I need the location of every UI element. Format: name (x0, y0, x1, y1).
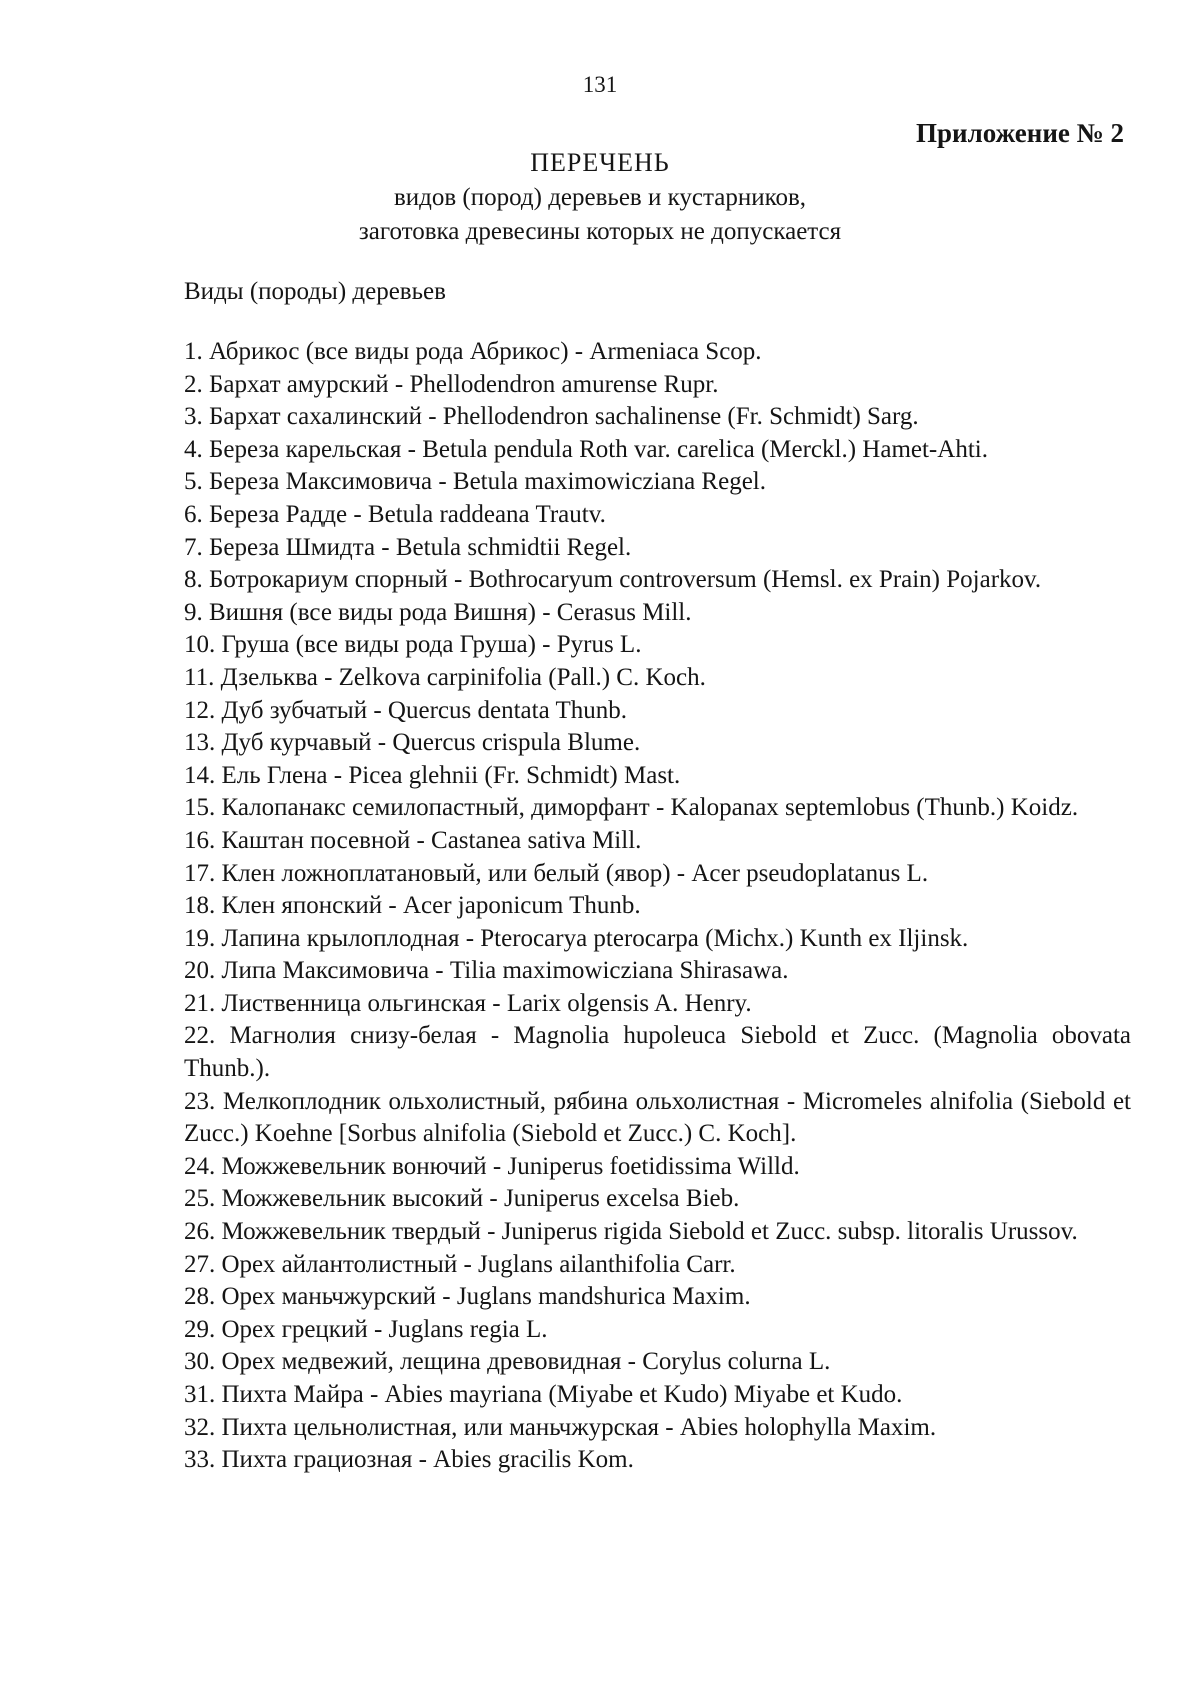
appendix-label: Приложение № 2 (916, 118, 1124, 148)
species-item: 26. Можжевельник твердый - Juniperus rigida Siebold et Zucc. subsp. litoralis Urussov. (184, 1218, 1078, 1246)
species-item: 18. Клен японский - Acer japonicum Thunb. (184, 892, 641, 920)
species-item: 25. Можжевельник высокий - Juniperus excelsa Bieb. (184, 1185, 740, 1213)
species-item: 11. Дзельква - Zelkova carpinifolia (Pall.) C. Koch. (184, 663, 706, 691)
species-item: 21. Лиственница ольгинская - Larix olgensis A. Henry. (184, 989, 752, 1017)
species-item: 28. Орех маньчжурский - Juglans mandshurica Maxim. (184, 1283, 751, 1311)
species-item: 29. Орех грецкий - Juglans regia L. (184, 1315, 548, 1343)
species-item: 31. Пихта Майра - Abies mayriana (Miyabe et Kudo) Miyabe et Kudo. (184, 1381, 903, 1408)
species-item: 6. Береза Радде - Betula raddeana Trautv. (184, 500, 606, 528)
species-item: 8. Ботрокариум спорный - Bothrocaryum controversum (Hemsl. ex Prain) Pojarkov. (184, 566, 1042, 594)
species-item: 10. Груша (все виды рода Груша) - Pyrus L. (184, 631, 642, 659)
species-item: 19. Лапина крылоплодная - Pterocarya pterocarpa (Michx.) Kunth ex Iljinsk. (184, 924, 969, 952)
species-item: 12. Дуб зубчатый - Quercus dentata Thunb. (184, 696, 627, 724)
species-item: 24. Можжевельник вонючий - Juniperus foetidissima Willd. (184, 1152, 800, 1180)
species-item: 14. Ель Глена - Picea glehnii (Fr. Schmidt) Mast. (184, 761, 681, 789)
species-item: 5. Береза Максимовича - Betula maximowicziana Regel. (184, 468, 766, 496)
species-item: 13. Дуб курчавый - Quercus crispula Blume. (184, 729, 641, 757)
species-item: 20. Липа Максимовича - Tilia maximowicziana Shirasawa. (184, 957, 789, 985)
species-item: 7. Береза Шмидта - Betula schmidtii Regel. (184, 533, 632, 561)
species-item: 3. Бархат сахалинский - Phellodendron sachalinense (Fr. Schmidt) Sarg. (184, 403, 919, 431)
page-number: 131 (582, 72, 618, 97)
species-item: 33. Пихта грациозная - Abies gracilis Kom. (184, 1446, 634, 1474)
species-list (184, 336, 1131, 1477)
species-item: 22. Магнолия снизу-белая - Magnolia hupoleuca Siebold et Zucc. (Magnolia obovata Thunb.). (184, 1022, 1131, 1083)
species-item: 16. Каштан посевной - Castanea sativa Mill. (184, 826, 642, 854)
subtitle-line-2: заготовка древесины которых не допускается (358, 218, 842, 245)
species-item: 1. Абрикос (все виды рода Абрикос) - Armeniaca Scop. (184, 338, 762, 365)
species-item: 15. Калопанакс семилопастный, диморфант - Kalopanax septemlobus (Thunb.) Koidz. (184, 794, 1079, 822)
document-title: ПЕРЕЧЕНЬ (530, 148, 670, 177)
species-item: 17. Клен ложноплатановый, или белый (явор) - Acer pseudoplatanus L. (184, 859, 929, 887)
species-item: 9. Вишня (все виды рода Вишня) - Cerasus Mill. (184, 598, 692, 626)
species-item: 4. Береза карельская - Betula pendula Roth var. carelica (Merckl.) Hamet-Ahti. (184, 435, 988, 463)
section-heading: Виды (породы) деревьев (184, 278, 446, 305)
species-item: 27. Орех айлантолистный - Juglans ailanthifolia Carr. (184, 1250, 736, 1278)
species-item: 23. Мелкоплодник ольхолистный, рябина ольхолистная - Micromeles alnifolia (Siebold et Zucc.) Koehne [Sorbus alnifolia (Siebold et Zucc.) C. Koch]. (184, 1087, 1131, 1148)
subtitle-line-1: видов (пород) деревьев и кустарников, (393, 184, 807, 211)
species-item: 32. Пихта цельнолистная, или маньчжурская - Abies holophylla Maxim. (184, 1413, 937, 1441)
species-item: 30. Орех медвежий, лещина древовидная - Corylus colurna L. (184, 1348, 831, 1376)
species-item: 2. Бархат амурский - Phellodendron amurense Rupr. (184, 370, 719, 398)
